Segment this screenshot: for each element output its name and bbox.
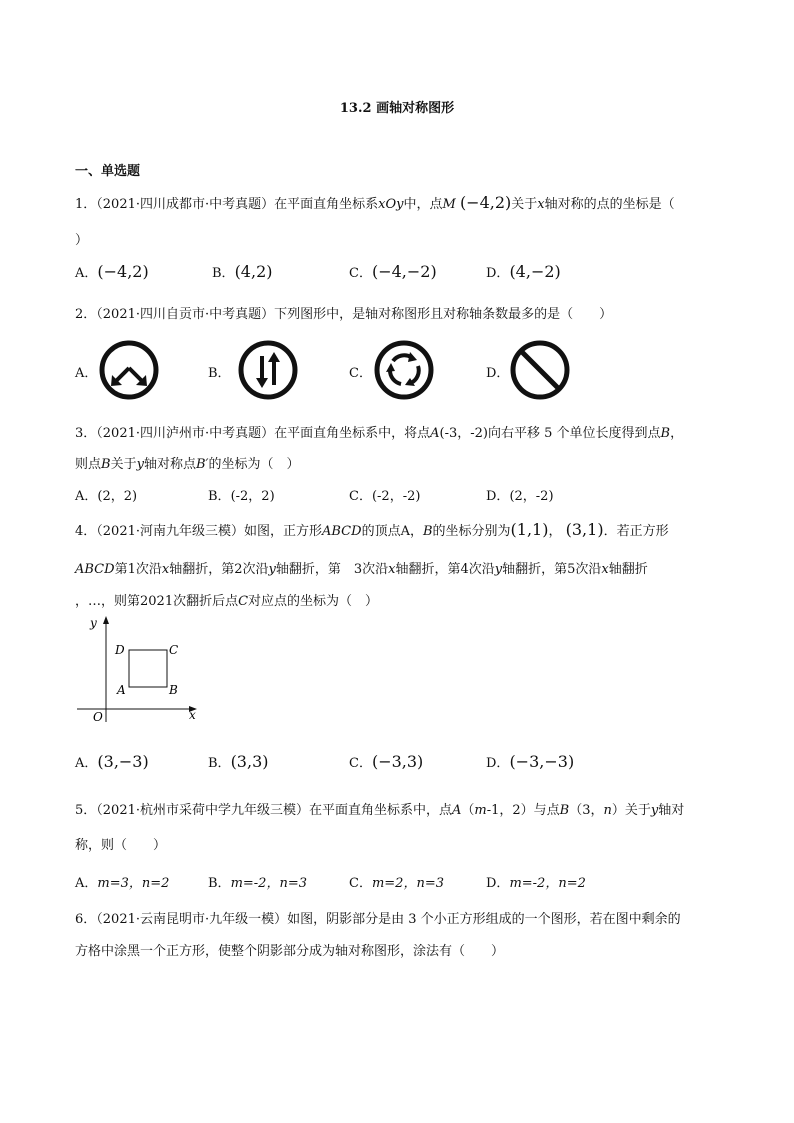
- roundabout-sign-icon[interactable]: [373, 339, 435, 401]
- q3-option-b[interactable]: B．(-2，2): [208, 489, 275, 504]
- vertex-d-label: D: [115, 643, 125, 657]
- q4-option-d[interactable]: D．(−3,−3): [486, 752, 575, 771]
- vertex-b-label: B: [169, 683, 178, 697]
- q5-option-d[interactable]: D．m=-2，n=2: [486, 876, 586, 891]
- diagonal-arrows-sign-icon[interactable]: [98, 339, 160, 401]
- q3-option-d[interactable]: D．(2，-2): [486, 489, 554, 504]
- x-axis-label: x: [189, 708, 196, 722]
- q2-option-a-label[interactable]: A．: [75, 366, 98, 381]
- q3-option-c[interactable]: C．(-2，-2): [349, 489, 421, 504]
- y-axis-label: y: [90, 616, 97, 630]
- question-3-stem-line2: 则点B关于y轴对称点B′的坐标为（ ）: [75, 457, 300, 472]
- two-way-traffic-sign-icon[interactable]: [237, 339, 299, 401]
- q4-option-a[interactable]: A．(3,−3): [75, 752, 149, 771]
- q1-option-d[interactable]: D．(4,−2): [486, 262, 561, 281]
- q5-option-c[interactable]: C．m=2，n=3: [349, 876, 444, 891]
- q2-option-d-label[interactable]: D．: [486, 366, 510, 381]
- question-6-stem-line2: 方格中涂黑一个正方形，使整个阴影部分成为轴对称图形，涂法有（ ）: [75, 944, 505, 959]
- origin-label: O: [93, 710, 103, 724]
- question-4-stem-line2: ABCD第1次沿x轴翻折，第2次沿y轴翻折，第 3次沿x轴翻折，第4次沿y轴翻折，第5次沿x轴翻折: [75, 562, 648, 577]
- question-4-stem-line1: 4．（2021·河南九年级三模）如图，正方形ABCD的顶点A，B的坐标分别为(1,1)， (3,1)．若正方形: [75, 520, 669, 539]
- vertex-a-label: A: [117, 683, 126, 697]
- question-5-stem-line2: 称，则（ ）: [75, 838, 167, 853]
- q2-option-c-label[interactable]: C．: [349, 366, 372, 381]
- q4-option-c[interactable]: C．(−3,3): [349, 752, 424, 771]
- question-3-stem-line1: 3．（2021·四川泸州市·中考真题）在平面直角坐标系中，将点A(-3，-2)向右平移 5 个单位长度得到点B，: [75, 426, 684, 441]
- question-2-stem: 2．（2021·四川自贡市·中考真题）下列图形中，是轴对称图形且对称轴条数最多的是（ ）: [75, 307, 613, 322]
- q1-option-b[interactable]: B．(4,2): [212, 262, 273, 281]
- vertex-c-label: C: [169, 643, 179, 657]
- q5-option-a[interactable]: A．m=3，n=2: [75, 876, 170, 891]
- prohibition-sign-icon[interactable]: [509, 339, 571, 401]
- q5-option-b[interactable]: B．m=-2，n=3: [208, 876, 307, 891]
- q3-option-a[interactable]: A．(2，2): [75, 489, 138, 504]
- q1-option-a[interactable]: A．(−4,2): [75, 262, 149, 281]
- q1-option-c[interactable]: C．(−4,−2): [349, 262, 437, 281]
- question-4-stem-line3: ，…，则第2021次翻折后点C对应点的坐标为（ ）: [75, 594, 379, 609]
- section-heading: 一、单选题: [75, 164, 141, 179]
- question-5-stem-line1: 5．（2021·杭州市采荷中学九年级三模）在平面直角坐标系中，点A（m-1，2）与点B（3，n）关于y轴对: [75, 803, 685, 818]
- q2-option-b-label[interactable]: B．: [208, 366, 231, 381]
- q4-option-b[interactable]: B．(3,3): [208, 752, 269, 771]
- question-1-stem-end: ）: [75, 233, 89, 248]
- page-title: 13.2 画轴对称图形: [339, 101, 455, 116]
- square-on-axes-figure: [73, 614, 203, 730]
- question-6-stem-line1: 6．（2021·云南昆明市·九年级一模）如图，阴影部分是由 3 个小正方形组成的一个图形，若在图中剩余的: [75, 912, 681, 927]
- question-1-stem: 1．（2021·四川成都市·中考真题）在平面直角坐标系xOy中，点M (−4,2)关于x轴对称的点的坐标是（: [75, 193, 675, 212]
